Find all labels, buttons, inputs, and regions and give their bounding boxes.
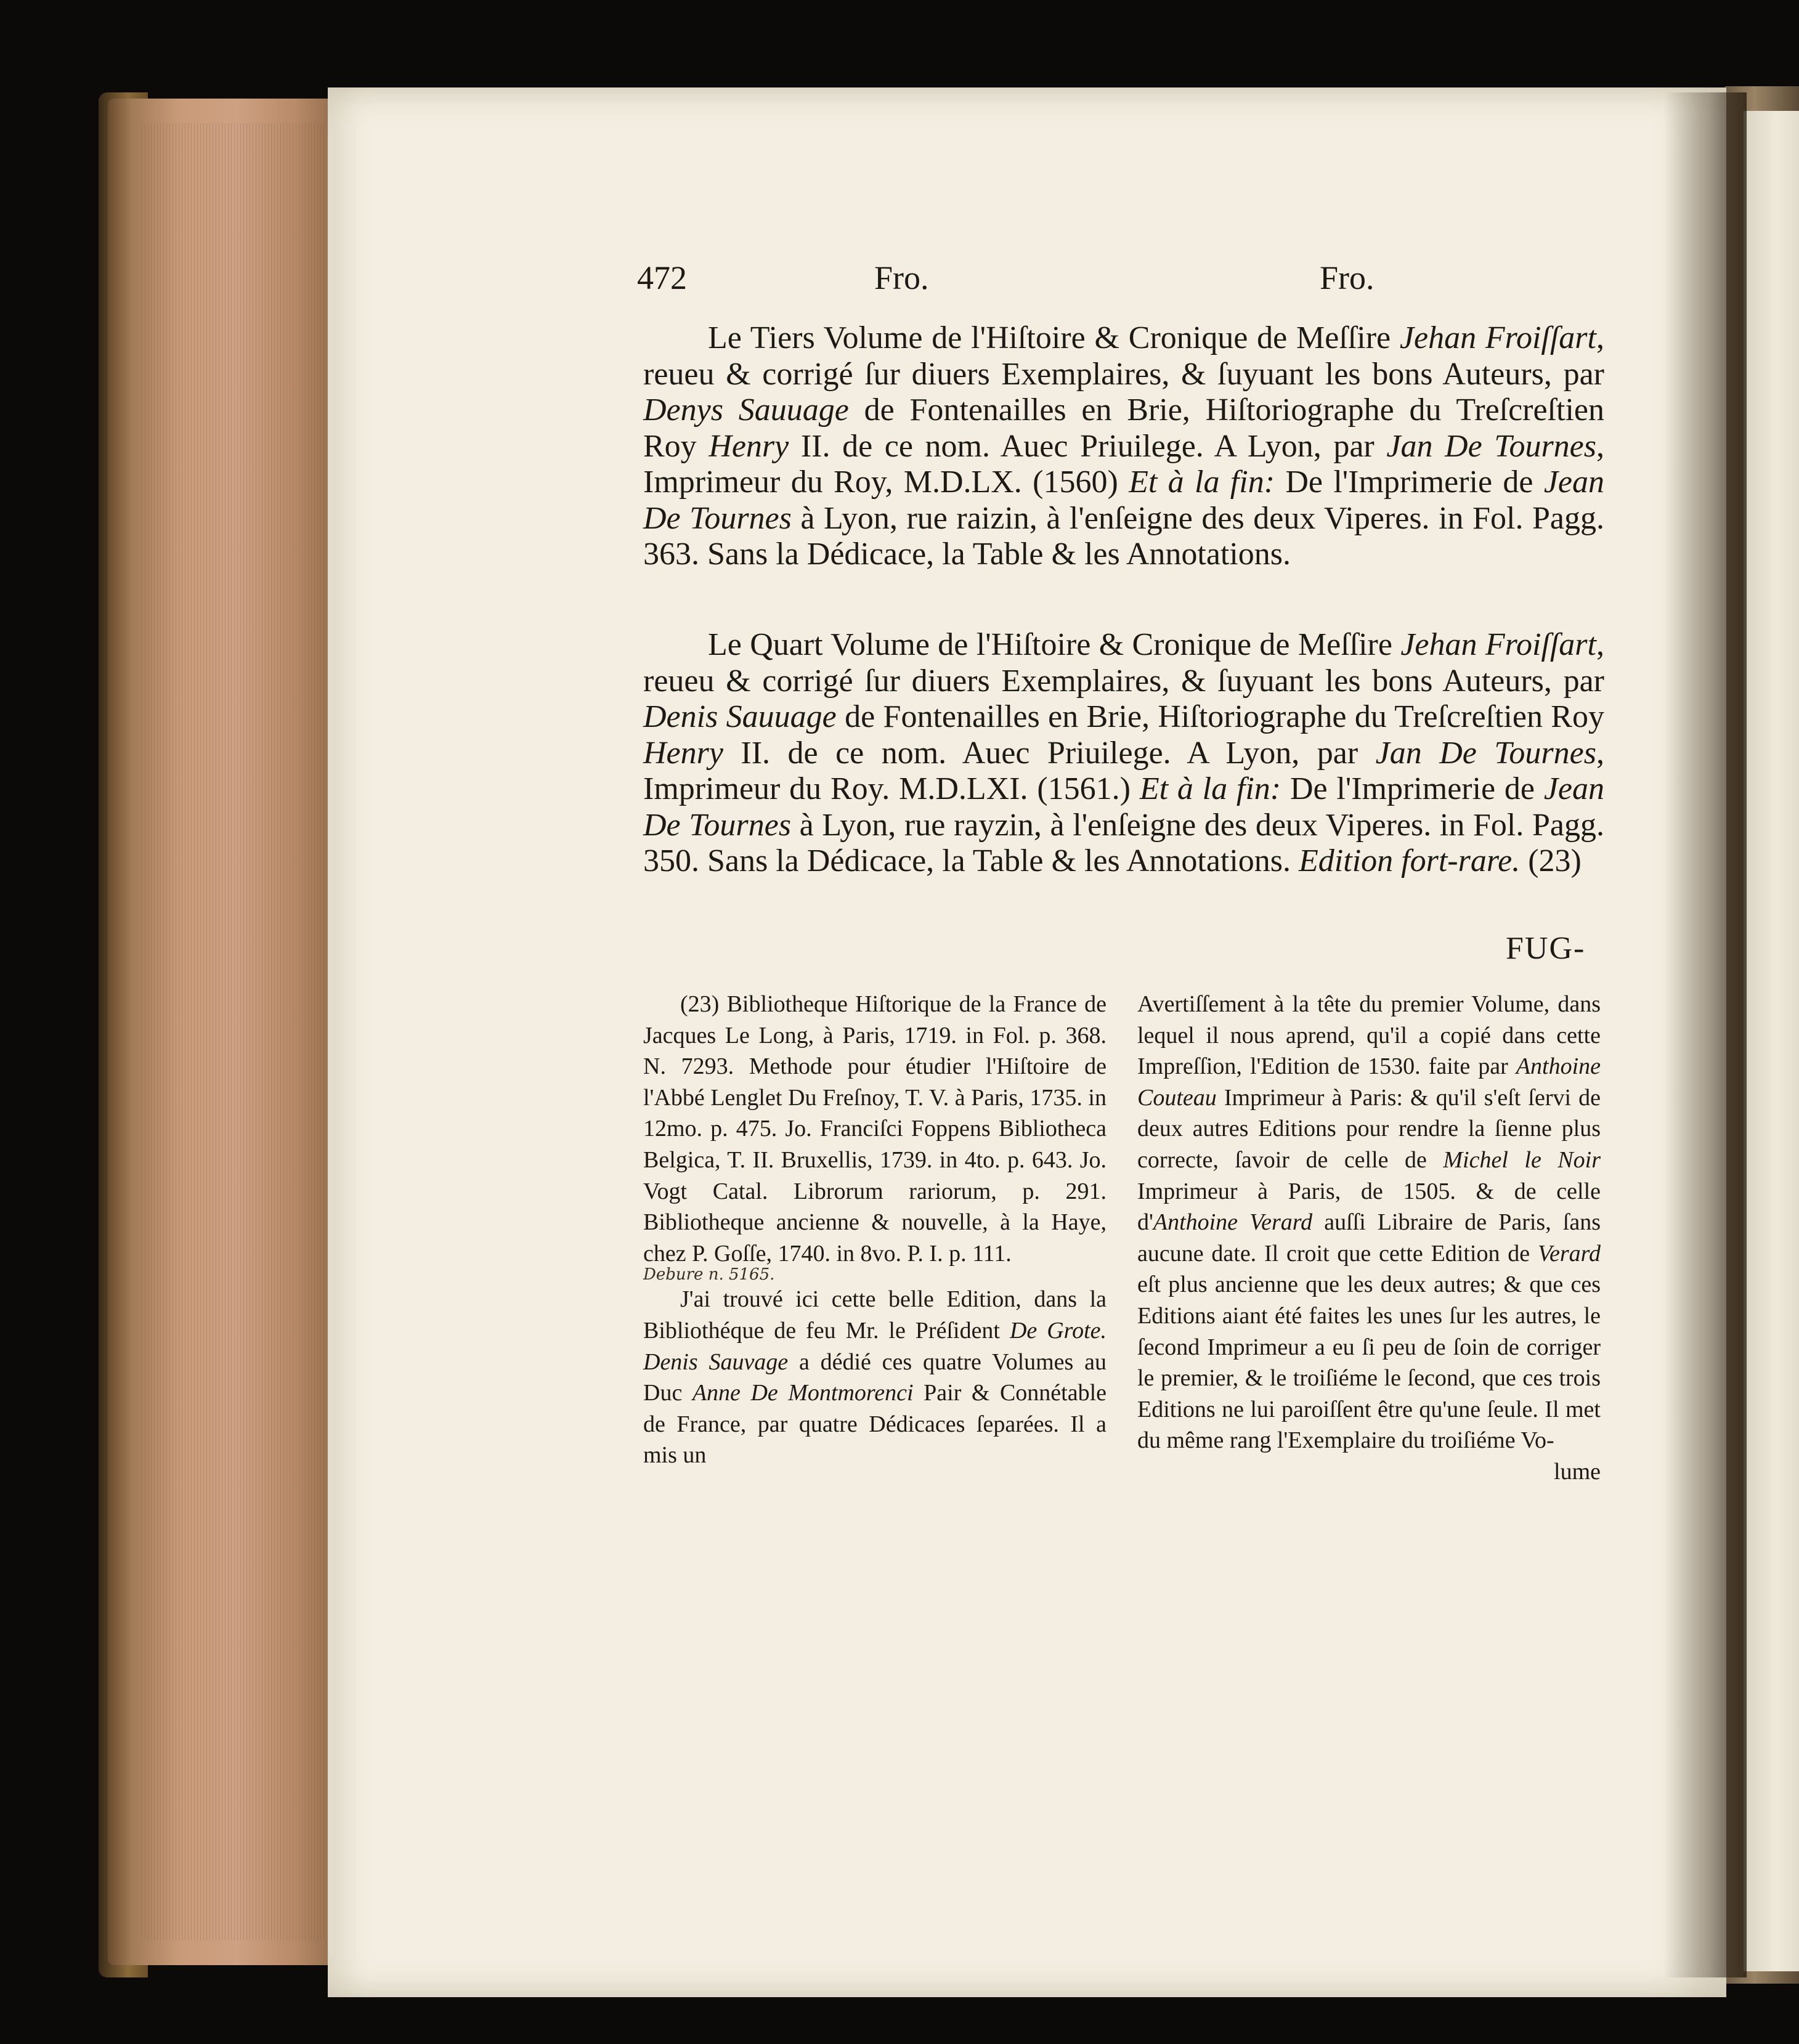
italic-text: Jehan Froiſſart <box>1400 627 1596 662</box>
italic-text: Jehan Froiſſart <box>1399 320 1596 355</box>
text-run: , reueu & corrigé ſur diuers Exemplaires, & ſuyuant les bons Auteurs, par <box>643 320 1604 392</box>
text-run: (23) Bibliotheque Hiſtorique de la France de Jacques Le Long, à Paris, 1719. in Fol. p. 368. N. 7293. Methode pour étudier l'Hiſtoire de l'Abbé Lenglet Du Freſnoy, T. V. à Paris, 1735. in 12mo. p. 475. Jo. Franciſci Foppens Bibliotheca Belgica, T. II. Bruxellis, 1739. in 4to. p. 643. Jo. Vogt Catal. Librorum rariorum, p. 291. Bibliotheque ancienne & nouvelle, à la Haye, chez P. Goſſe, 1740. in 8vo. P. I. p. 111. <box>643 991 1107 1267</box>
catchword: FUG- <box>1506 931 1586 966</box>
commentary-continuation <box>1137 989 1601 1456</box>
footnote-column-right <box>1137 989 1601 1487</box>
italic-text: Jan De Tournes <box>1386 428 1596 464</box>
italic-text: De Grote. <box>1009 1317 1107 1344</box>
handwritten-annotation: Debure n. 5165. <box>643 1265 775 1284</box>
italic-text: Denis Sauvage <box>643 1348 789 1375</box>
text-run: Le Quart Volume de l'Hiſtoire & Cronique de Meſſire <box>708 627 1401 662</box>
text-run: Le Tiers Volume de l'Hiſtoire & Cronique de Meſſire <box>708 320 1400 355</box>
italic-text: Jan De Tournes <box>1375 735 1596 771</box>
italic-text: Michel le Noir <box>1443 1146 1601 1173</box>
text-run: eſt plus ancienne que les deux autres; & que ces Editions aiant été faites les unes ſur les autres, le ſecond Imprimeur a eu ſi peu de ſoin de corriger le premier, & le troiſiéme le ſecond, que ces trois Editions ne lui paroiſſent être qu'une ſeule. Il met du même rang l'Exemplaire du troiſiéme Vo- <box>1137 1271 1601 1454</box>
italic-text: Anne De Montmorenci <box>692 1380 914 1406</box>
page-number: 472 <box>637 259 687 296</box>
italic-text: Edition fort-rare. <box>1299 843 1521 878</box>
text-run: auſſi Libraire de Paris, ſans aucune date. Il croit que cette Edition de <box>1137 1209 1601 1267</box>
bibliography-entry-2 <box>643 627 1604 880</box>
italic-text: Denis Sauuage <box>643 699 837 734</box>
italic-text: Et à la fin: <box>1139 771 1281 806</box>
running-head <box>637 259 1598 302</box>
text-run: Avertiſſement à la tête du premier Volume, dans lequel il nous aprend, qu'il a copié dans cette Impreſſion, l'Edition de 1530. faite par <box>1137 991 1601 1080</box>
text-run: , Imprimeur du Roy. M.D.LXI. (1561.) <box>643 735 1604 806</box>
facing-page-edge <box>1744 111 1799 1971</box>
italic-text: Henry <box>643 735 723 771</box>
text-run: De l'Imprimerie de <box>1275 464 1544 500</box>
footnote-column-left <box>643 989 1107 1471</box>
commentary-paragraph <box>643 1284 1107 1471</box>
italic-text: Verard <box>1537 1240 1601 1267</box>
text-run: a dédié ces quatre Volumes au Duc <box>643 1348 1107 1406</box>
italic-text: Jean De Tournes <box>643 771 1605 843</box>
text-run: , Imprimeur du Roy, M.D.LX. (1560) <box>643 428 1604 500</box>
text-run: J'ai trouvé ici cette belle Edition, dans la Bibliothéque de feu Mr. le Préſident <box>643 1286 1107 1344</box>
text-run: II. de ce nom. Auec Priuilege. A Lyon, par <box>723 735 1376 771</box>
text-run: de Fontenailles en Brie, Hiſtoriographe du Treſcreſtien Roy <box>643 392 1604 464</box>
entry-2-text <box>643 627 1604 880</box>
entry-1-text <box>643 320 1604 573</box>
italic-text: Anthoine Verard <box>1153 1209 1313 1236</box>
column-catchword: lume <box>1554 1458 1601 1485</box>
text-run: Imprimeur à Paris: & qu'il s'eſt ſervi de deux autres Editions pour rendre la ſienne plus correcte, ſavoir de celle de <box>1137 1084 1601 1173</box>
running-head-left: Fro. <box>874 259 929 296</box>
text-run: De l'Imprimerie de <box>1281 771 1544 806</box>
footnote-23 <box>643 989 1107 1269</box>
text-run: Pair & Connétable de France, par quatre Dédicaces ſeparées. Il a mis un <box>643 1380 1107 1469</box>
text-run: , reueu & corrigé ſur diuers Exemplaires, & ſuyuant les bons Auteurs, par <box>643 627 1604 699</box>
bibliography-entry-1 <box>643 320 1604 573</box>
italic-text: Anthoine Couteau <box>1137 1053 1601 1111</box>
text-run: à Lyon, rue raizin, à l'enſeigne des deux Viperes. in Fol. Pagg. 363. Sans la Dédicace, la Table & les Annotations. <box>643 500 1604 572</box>
text-run: II. de ce nom. Auec Priuilege. A Lyon, par <box>789 428 1387 464</box>
page-block-lines <box>142 123 327 1941</box>
text-run: (23) <box>1520 843 1582 878</box>
text-run: Imprimeur à Paris, de 1505. & de celle d' <box>1137 1178 1601 1236</box>
text-run: de Fontenailles en Brie, Hiſtoriographe du Treſcreſtien Roy <box>836 699 1604 734</box>
running-head-right: Fro. <box>1320 259 1375 296</box>
italic-text: Jean De Tournes <box>643 464 1604 536</box>
page-gutter-shadow <box>1663 92 1747 1977</box>
text-run: à Lyon, rue rayzin, à l'enſeigne des deux Viperes. in Fol. Pagg. 350. Sans la Dédicace, la Table & les Annotations. <box>643 807 1604 878</box>
italic-text: Denys Sauuage <box>643 392 849 428</box>
italic-text: Et à la fin: <box>1129 464 1275 500</box>
italic-text: Henry <box>709 428 789 464</box>
